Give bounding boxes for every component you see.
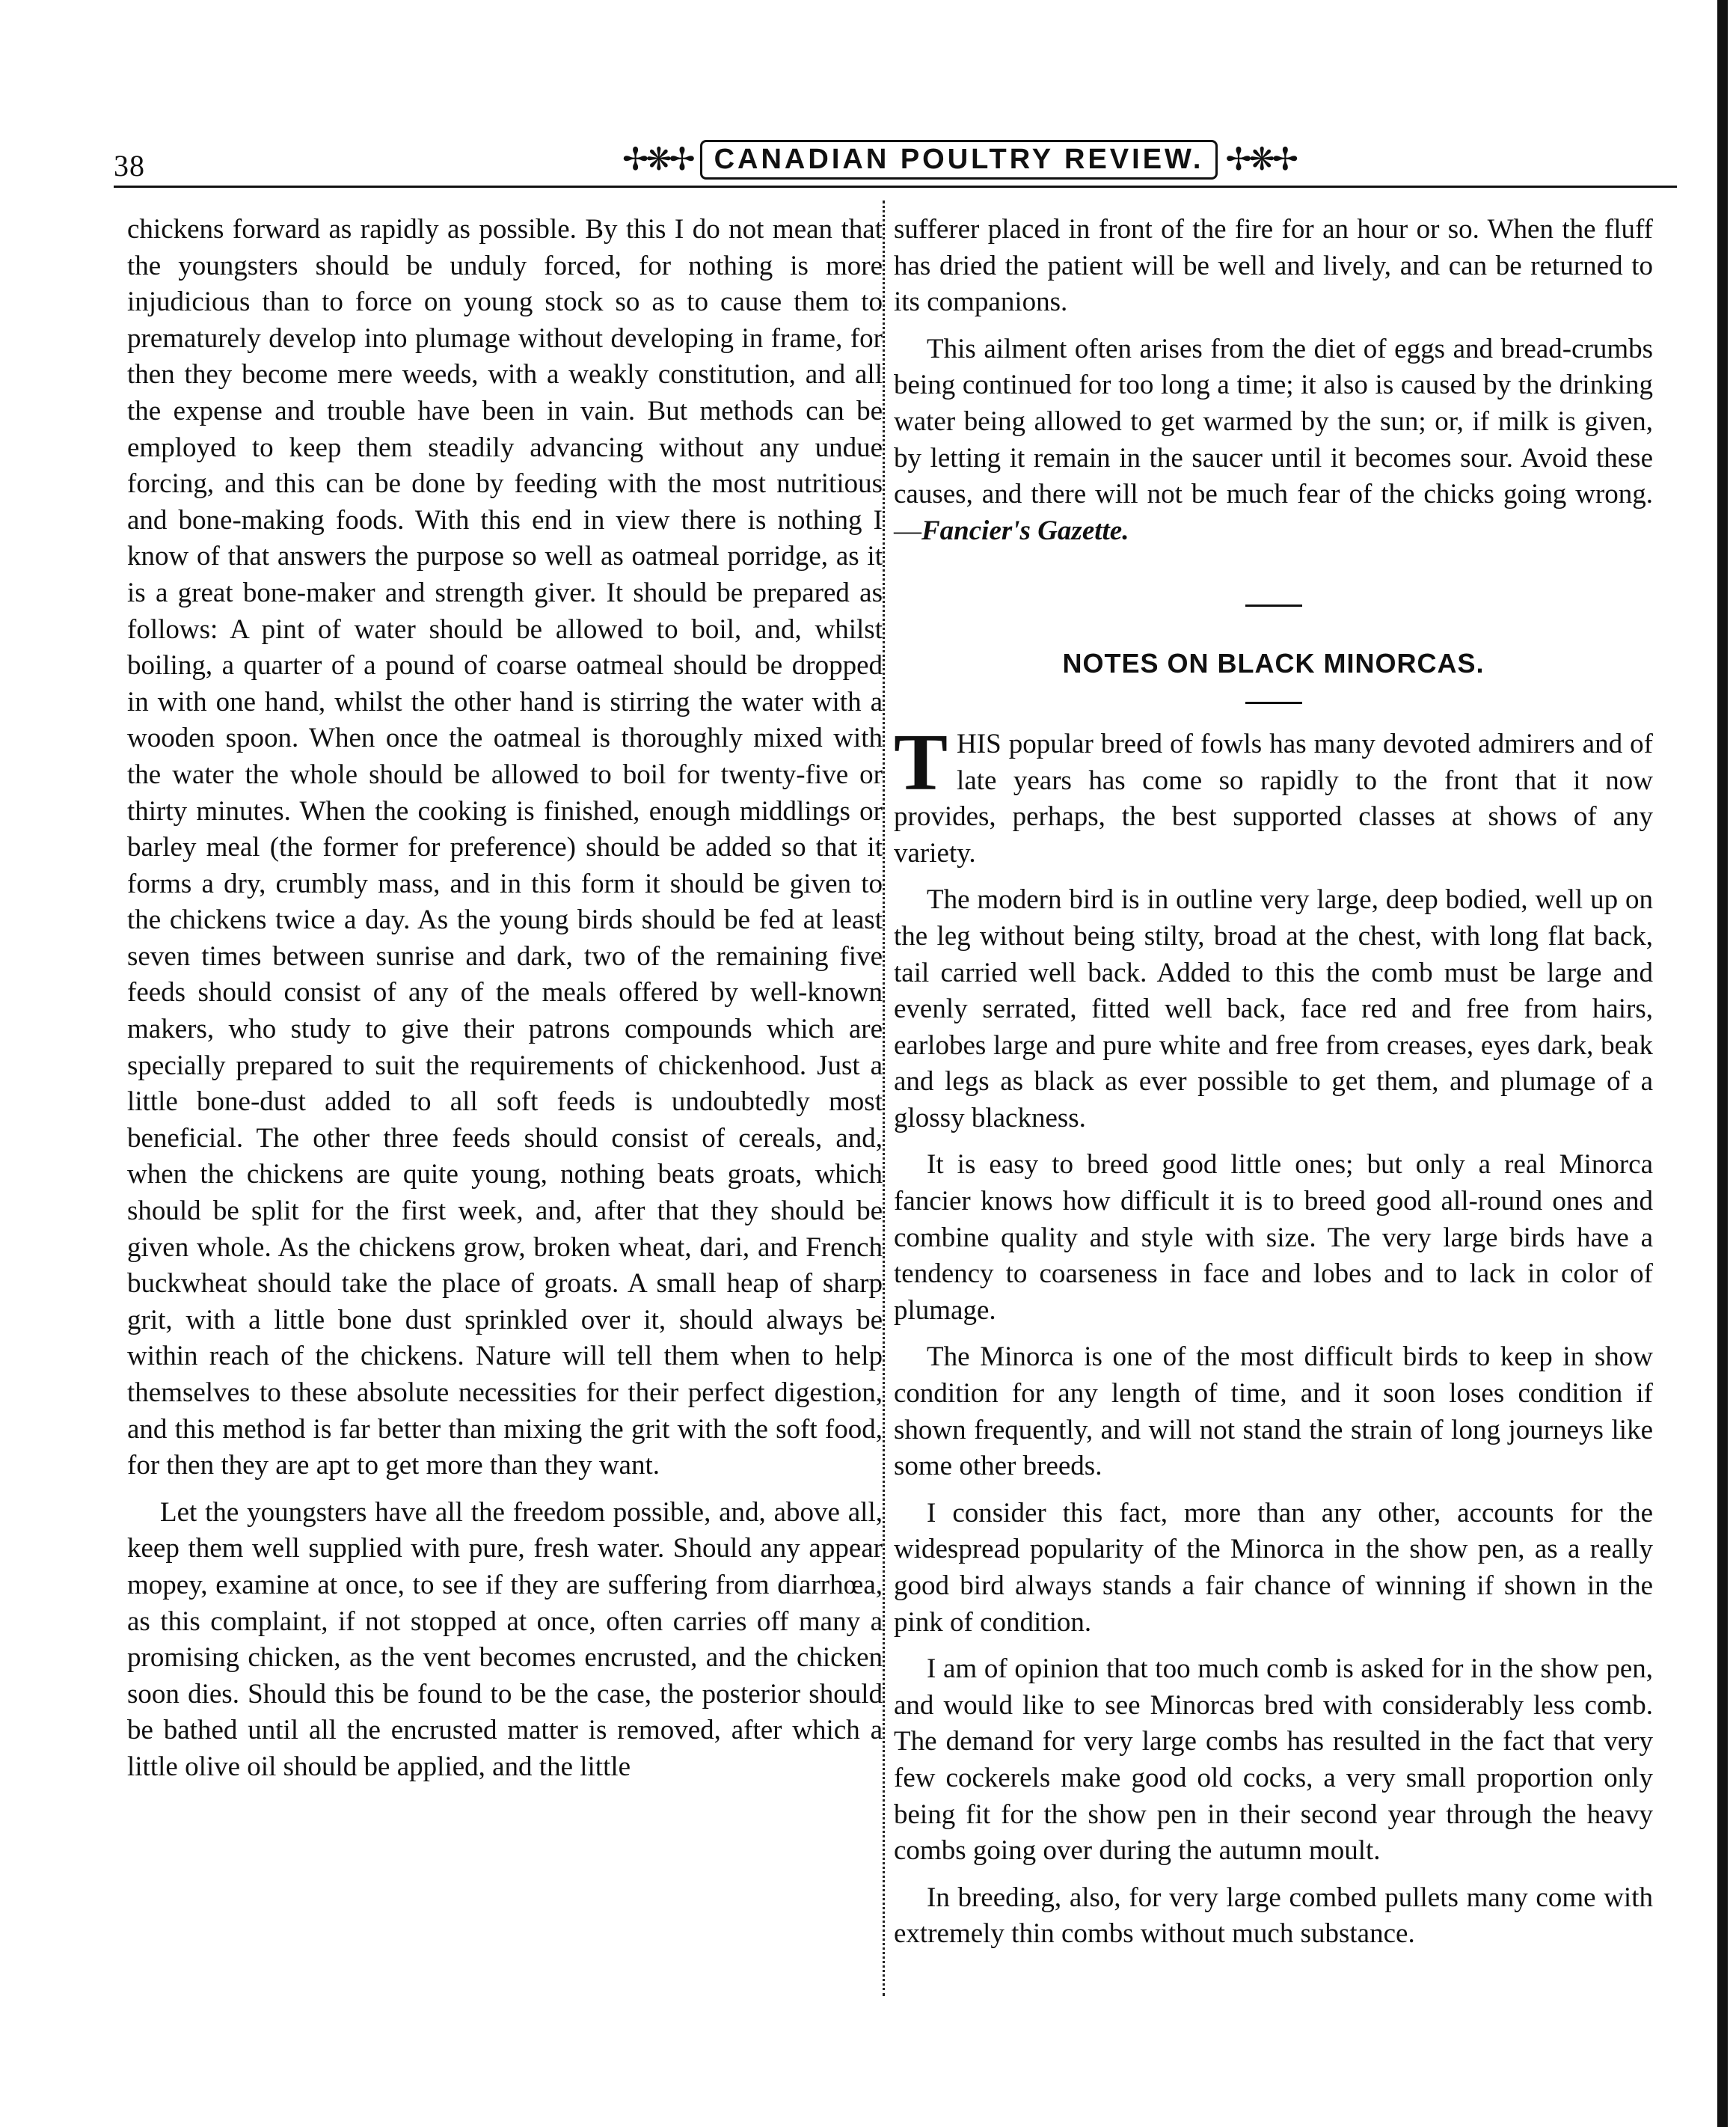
page-number: 38 bbox=[114, 149, 145, 183]
paragraph: The Minorca is one of the most difficult birds to keep in show condition for any length of time, and it soon loses condition if shown frequently, and will not stand the strain of long journeys like some other breeds. bbox=[894, 1341, 1653, 1482]
paragraph: I am of opinion that too much comb is asked for in the show pen, and would like to see Minorcas bred with considerably less comb. The demand for very large combs has resulted in the fact that very few cockerels make good old cocks, a very small proportion only being fit for the show pen in their second year through the heavy combs going over during the autumn moult. bbox=[894, 1653, 1653, 1867]
left-column bbox=[127, 212, 883, 1796]
page-header bbox=[114, 135, 1677, 187]
section-title: NOTES ON BLACK MINORCAS. bbox=[1062, 648, 1485, 679]
paragraph: I consider this fact, more than any other, accounts for the widespread popularity of the Minorca in the show pen, as a really good bird always stands a fair chance of winning if shown in the pink of condition. bbox=[894, 1497, 1653, 1638]
page-edge-rule bbox=[1717, 0, 1728, 2127]
paragraph: Let the youngsters have all the freedom possible, and, above all, keep them well supplied with pure, fresh water. Should any appear mopey, examine at once, to see if they are suffering from diarrhœa, as this complaint, if not stopped at once, often carries off many a promising chicken, as the vent becomes encrusted, and the chicken soon dies. Should this be found to be the case, the posterior should be bathed until all the encrusted matter is removed, after which a little olive oil should be applied, and the little bbox=[127, 1496, 883, 1782]
masthead bbox=[615, 135, 1303, 184]
continuation-paragraph: sufferer placed in front of the fire for an hour or so. When the fluff has dried the patient will be well and lively, and can be returned to its companions. bbox=[894, 214, 1653, 318]
right-column bbox=[894, 212, 1653, 1963]
lead-text: HIS popular breed of fowls has many devoted admirers and of late years has come so rapidly to the front that it now provides, perhaps, the best supported classes at shows of any variety. bbox=[894, 728, 1653, 869]
paragraph: The modern bird is in outline very large, deep bodied, well up on the leg without being stilty, broad at the chest, with long flat back, tail carried well back. Added to this the comb must be large and evenly serrated, fitted well back, face red and free from hairs, earlobes large and pure white and free from creases, eyes dark, beak and legs as black as ever possible to get them, and plumage of a glossy blackness. bbox=[894, 884, 1653, 1133]
masthead-title: CANADIAN POULTRY REVIEW. bbox=[700, 140, 1218, 180]
paragraph: chickens forward as rapidly as possible. By this I do not mean that the youngsters should be unduly forced, for nothing is more injudicious than to force on young stock so as to cause them to prematurely develop into plumage without developing in frame, for then they become mere weeds, with a weakly constitution, and all the expense and trouble have been in vain. But methods can be employed to keep them steadily advancing without any undue forcing, and this can be done by feeding with the most nutritious and bone-making foods. With this end in view there is nothing I know of that answers the purpose so well as oatmeal porridge, as it is a great bone-maker and strength giver. It should be prepared as follows: A pint of water should be allowed to boil, and, whilst boiling, a quarter of a pound of coarse oatmeal should be dropped in with one hand, whilst the other hand is stirring the water with a wooden spoon. When once the oatmeal is thoroughly mixed with the water the whole should be allowed to boil for twenty-five or thirty minutes. When the cooking is finished, enough middlings or barley meal (the former for preference) should be added so that it forms a dry, crumbly mass, and in this form it should be given to the chickens twice a day. As the young birds should be fed at least seven times between sunrise and dark, two of the remaining five feeds should consist of any of the meals offered by well-known makers, who study to give their patrons compounds which are specially prepared to suit the requirements of chickenhood. Just a little bone-dust added to all soft feeds is undoubtedly most beneficial. The other three feeds should consist of cereals, and, when the chickens are quite young, nothing beats groats, which should be split for the first week, and, after that they should be given whole. As the chickens grow, broken wheat, dari, and French buckwheat should take the place of groats. A small heap of sharp grit, with a little bone dust sprinkled over it, should always be within reach of the chickens. Nature will tell them when to help themselves to these absolute necessities for their perfect digestion, and this method is far better than mixing the grit with the soft food, for then they are apt to get more than they want. bbox=[127, 214, 883, 1481]
ornament-right-icon: ✢❋✢ bbox=[1225, 143, 1295, 177]
source-attribution: Fancier's Gazette. bbox=[921, 515, 1129, 546]
ornament-left-icon: ✢❋✢ bbox=[622, 143, 693, 177]
ailment-paragraph bbox=[894, 331, 1653, 550]
column-divider bbox=[883, 201, 887, 1996]
lead-paragraph bbox=[894, 717, 1653, 872]
drop-cap: T bbox=[894, 717, 948, 807]
paragraph: In breeding, also, for very large combed pullets many come with extremely thin combs without much substance. bbox=[894, 1882, 1653, 1950]
header-rule bbox=[114, 186, 1677, 188]
paragraph: It is easy to breed good little ones; but only a real Minorca fancier knows how difficult it is to breed good all-round ones and combine quality and style with size. The very large birds have a tendency to coarseness in face and lobes and to lack in color of plumage. bbox=[894, 1149, 1653, 1326]
ailment-text: This ailment often arises from the diet of eggs and bread-crumbs being continued for too long a time; it also is caused by the drinking water being allowed to get warmed by the sun; or, if milk is given, by letting it remain in the saucer until it becomes sour. Avoid these causes, and there will not be much fear of the chicks going wrong.— bbox=[894, 333, 1653, 546]
